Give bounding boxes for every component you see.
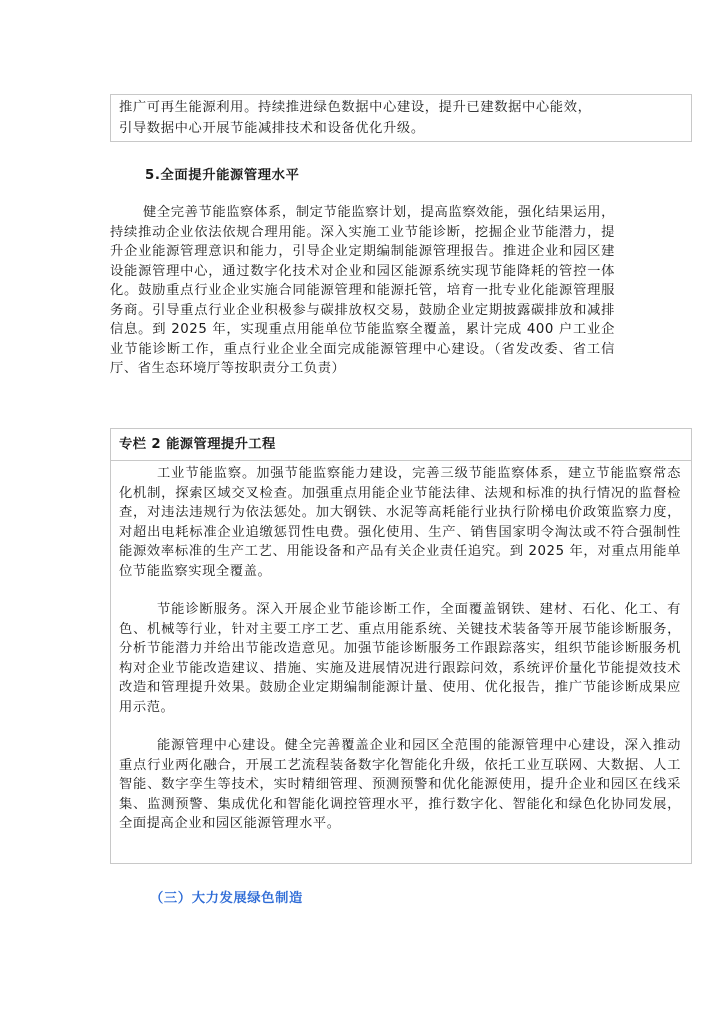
section-5-paragraph: 健全完善节能监察体系，制定节能监察计划，提高监察效能，强化结果运用，持续推动企业依法依规合理用能。深入实施工业节能诊断，挖掘企业节能潜力，提升企业能源管理意识和能力，引导企业定期编制能源管理报告。推进企业和园区建设能源管理中心，通过数字化技术对企业和园区能源系统实现节能降耗的管控一体化。鼓励重点行业企业实施合同能源管理和能源托管，培育一批专业化能源管理服务商。引导重点行业企业积极参与碳排放权交易，鼓励企业定期披露碳排放和减排信息。到 2025 年，实现重点用能单位节能监察全覆盖，累计完成 400 户工业企业节能诊断工作，重点行业企业全面完成能源管理中心建设。（省发改委、省工信厅、省生态环境厅等按职责分工负责） xyxy=(110,205,615,376)
column-paragraph-energy-inspection: 工业节能监察。加强节能监察能力建设，完善三级节能监察体系，建立节能监察常态化机制，探索区域交叉检查。加强重点用能企业节能法律、法规和标准的执行情况的监督检查，对违法违规行为依法惩处。加大钢铁、水泥等高耗能行业执行阶梯电价政策监察力度，对超出电耗标准企业追缴惩罚性电费。强化使用、生产、销售国家明令淘汰或不符合强制性能源效率标准的生产工艺、用能设备和产品有关企业责任追究。到 2025 年，对重点用能单位节能监察实现全覆盖。 xyxy=(119,466,681,579)
column-box xyxy=(110,428,692,864)
column-paragraph-diagnosis-service: 节能诊断服务。深入开展企业节能诊断工作，全面覆盖钢铁、建材、石化、化工、有色、机械等行业，针对主要工序工艺、重点用能系统、关键技术装备等开展节能诊断服务，分析节能潜力并给出节能改造意见。加强节能诊断服务工作跟踪落实，组织节能诊断服务机构对企业节能改造建议、措施、实施及进展情况进行跟踪问效，系统评价量化节能提效技术改造和管理提升效果。鼓励企业定期编制能源计量、使用、优化报告，推广节能诊断成果应用示范。 xyxy=(119,602,681,715)
box-text-line-2: 引导数据中心开展节能减排技术和设备优化升级。 xyxy=(119,121,425,136)
section-5-heading: 5.全面提升能源管理水平 xyxy=(145,168,300,183)
continued-text-box xyxy=(110,94,692,142)
column-paragraph-management-center: 能源管理中心建设。健全完善覆盖企业和园区全范围的能源管理中心建设，深入推动重点行业两化融合，开展工艺流程装备数字化智能化升级，依托工业互联网、大数据、人工智能、数字孪生等技术，实时精细管理、预测预警和优化能源使用，提升企业和园区在线采集、监测预警、集成优化和智能化调控管理水平，推行数字化、智能化和绿色化协同发展，全面提高企业和园区能源管理水平。 xyxy=(119,738,681,831)
box-text-line-1: 推广可再生能源利用。持续推进绿色数据中心建设，提升已建数据中心能效， xyxy=(119,100,592,115)
column-box-title: 专栏 2 能源管理提升工程 xyxy=(111,429,691,461)
section-3-heading: （三）大力发展绿色制造 xyxy=(150,891,303,906)
